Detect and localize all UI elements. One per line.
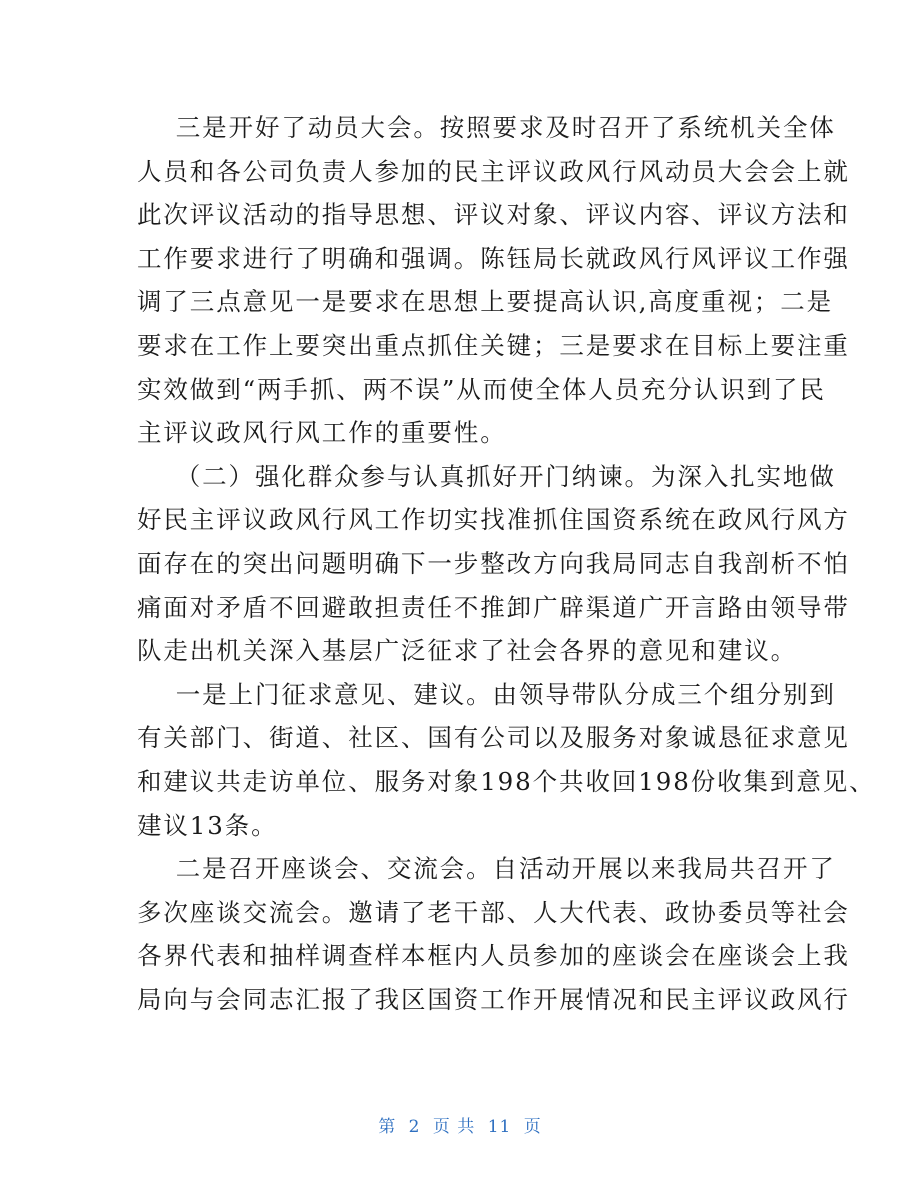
- text-line: 局向与会同志汇报了我区国资工作开展情况和民主评议政风行: [137, 984, 850, 1014]
- footer-page-number: 2: [408, 1117, 421, 1137]
- text-line: 好民主评议政风行风工作切实找准抓住国资系统在政风行风方: [137, 505, 850, 535]
- text-line: 面存在的突出问题明确下一步整改方向我局同志自我剖析不怕: [137, 548, 850, 578]
- footer-total-pages: 11: [487, 1117, 512, 1137]
- text-line: 主评议政风行风工作的重要性。: [137, 418, 507, 448]
- text-line: 实效做到“两手抓、两不误”从而使全体人员充分认识到了民: [137, 374, 826, 404]
- footer-mid: 页 共: [432, 1117, 476, 1137]
- page-footer: [0, 1112, 920, 1137]
- text-line: 有关部门、街道、社区、国有公司以及服务对象诚恳征求意见: [137, 723, 850, 753]
- text-line: 调了三点意见一是要求在思想上要提高认识,高度重视；二是: [137, 287, 834, 317]
- text-line: 工作要求进行了明确和强调。陈钰局长就政风行风评议工作强: [137, 243, 850, 273]
- text-line: 要求在工作上要突出重点抓住关键；三是要求在目标上要注重: [137, 330, 850, 360]
- text-line: 一是上门征求意见、建议。由领导带队分成三个组分别到: [137, 679, 836, 709]
- text-line: 痛面对矛盾不回避敢担责任不推卸广辟渠道广开言路由领导带: [137, 592, 850, 622]
- footer-prefix: 第: [378, 1117, 397, 1137]
- text-line: 三是开好了动员大会。按照要求及时召开了系统机关全体: [137, 113, 836, 142]
- text-line: 建议13条。: [137, 810, 278, 840]
- footer-suffix: 页: [523, 1117, 542, 1137]
- text-line: 和建议共走访单位、服务对象198个共收回198份收集到意见、: [137, 766, 876, 796]
- text-line: 此次评议活动的指导思想、评议对象、评议内容、评议方法和: [137, 200, 850, 230]
- body-text: [137, 106, 876, 1021]
- text-line: （二）强化群众参与认真抓好开门纳谏。为深入扎实地做: [137, 461, 836, 491]
- text-line: 队走出机关深入基层广泛征求了社会各界的意见和建议。: [137, 636, 797, 666]
- text-line: 二是召开座谈会、交流会。自活动开展以来我局共召开了: [137, 854, 836, 884]
- text-line: 各界代表和抽样调查样本框内人员参加的座谈会在座谈会上我: [137, 941, 850, 971]
- text-line: 人员和各公司负责人参加的民主评议政风行风动员大会会上就: [137, 156, 850, 186]
- text-line: 多次座谈交流会。邀请了老干部、人大代表、政协委员等社会: [137, 897, 850, 927]
